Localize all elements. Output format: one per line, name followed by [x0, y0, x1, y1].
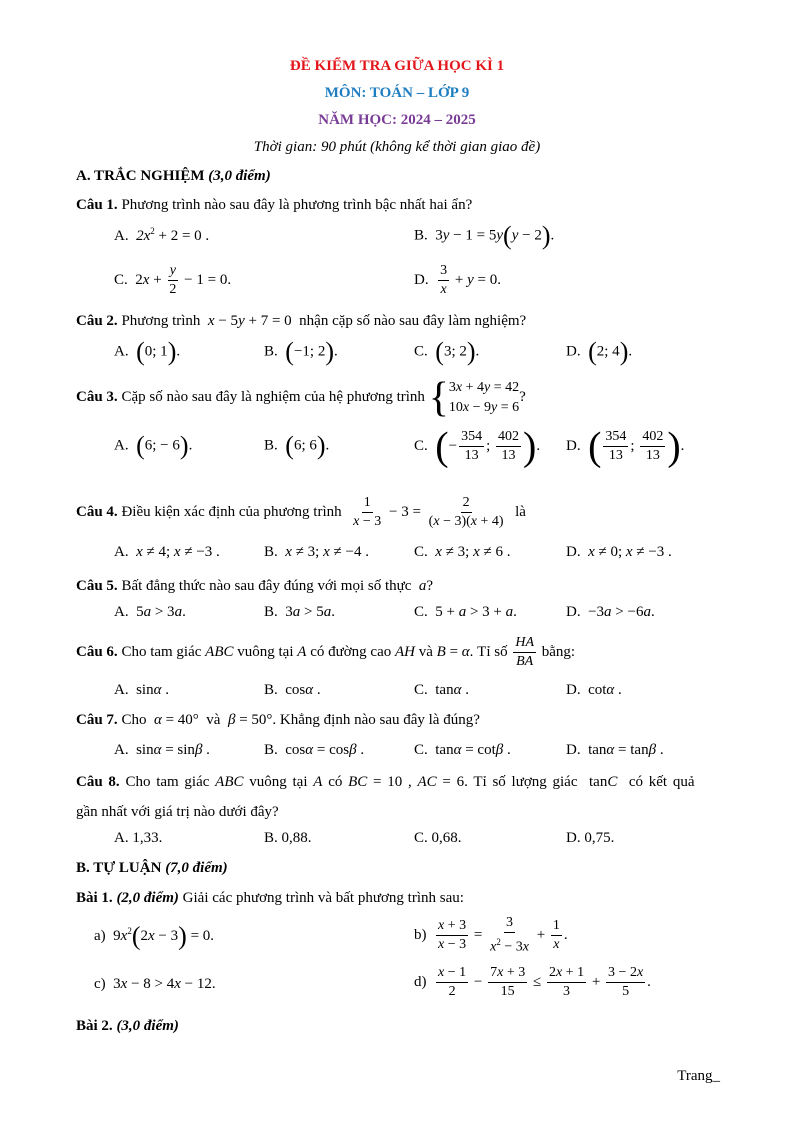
- q2-text-before: Phương trình: [121, 313, 201, 329]
- question-2: Câu 2. Phương trình x − 5y + 7 = 0 nhận cặp số nào sau đây làm nghiệm?: [76, 313, 527, 329]
- question-3: Câu 3. Cặp số nào sau đây là nghiệm của hệ phương trình { 3x + 4y = 42 10x − 9y = 6 ?: [76, 374, 526, 421]
- bai1-part-b: b) $\frac{x + 3}{x - 3}$ = $\frac{3}{x^2 - 3x}$ + $\frac{1}{x}$ .: [414, 915, 568, 955]
- q5-option-b: B. 3a > 5a.: [264, 604, 335, 620]
- question-7: Câu 7. Cho α = 40° và β = 50°. Khẳng định nào sau đây là đúng?: [76, 712, 480, 728]
- bai-1: [76, 888, 464, 908]
- section-b-title: B. TỰ LUẬN: [76, 860, 162, 876]
- section-b-heading: [76, 858, 228, 878]
- q6-label: Câu 6.: [76, 644, 118, 660]
- exam-subject: MÔN: TOÁN – LỚP 9: [324, 85, 470, 101]
- q1-option-a: A. $2x^2 + 2 = 0$ .: [114, 226, 210, 244]
- bai2-label: Bài 2.: [76, 1018, 113, 1034]
- bai1-points: (2,0 điểm): [116, 890, 179, 906]
- bai-2: [76, 1016, 179, 1036]
- q8-option-c: C. 0,68.: [414, 830, 462, 846]
- q4-option-d: D. x ≠ 0; x ≠ −3 .: [566, 544, 672, 560]
- q8-text-1: Cho tam giác: [125, 774, 210, 790]
- q4-text-after: là: [515, 504, 526, 520]
- q8-line-2: gần nhất với giá trị nào dưới đây?: [76, 804, 279, 820]
- q8-label: Câu 8.: [76, 774, 120, 790]
- exam-time: Thời gian: 90 phút (không kể thời gian giao đề): [253, 139, 541, 155]
- q2-option-a: A. (0; 1).: [114, 337, 181, 366]
- exam-year: NĂM HỌC: 2024 – 2025: [318, 112, 476, 128]
- q1-option-c: C. 2x + $\frac{y}{2}$ − 1 = 0.: [114, 263, 232, 297]
- bai1-label: Bài 1.: [76, 890, 113, 906]
- q4-text: Điều kiện xác định của phương trình: [121, 504, 342, 520]
- q6-option-b: B. cosα .: [264, 682, 321, 698]
- q3-label: Câu 3.: [76, 389, 118, 405]
- q1-option-b: B. 3y − 1 = 5y(y − 2).: [414, 221, 555, 250]
- q4-option-b: B. x ≠ 3; x ≠ −4 .: [264, 544, 369, 560]
- page-footer: Trang_: [677, 1068, 720, 1084]
- q2-option-d: D. (2; 4).: [566, 337, 633, 366]
- q2-option-b: B. (−1; 2).: [264, 337, 338, 366]
- q4-option-a: A. x ≠ 4; x ≠ −3 .: [114, 544, 220, 560]
- bai1-part-c: c) 3x − 8 > 4x − 12.: [94, 976, 216, 992]
- q7-option-b: B. cosα = cosβ .: [264, 742, 365, 758]
- q1-label: Câu 1.: [76, 197, 118, 213]
- q4-label: Câu 4.: [76, 504, 118, 520]
- question-4: Câu 4. Điều kiện xác định của phương trình $\frac{1}{x - 3}$ − 3 = $\frac{2}{(x - 3)(x + 4)}$ là: [76, 495, 526, 530]
- q3-option-a: A. (6; − 6).: [114, 431, 193, 460]
- bai1-part-a: a) $9x^2(2x - 3) = 0$.: [94, 921, 215, 951]
- q7-option-d: D. tanα = tanβ .: [566, 742, 664, 758]
- q7-text-3: . Khẳng định nào sau đây là đúng?: [272, 712, 480, 728]
- section-b-points: (7,0 điểm): [165, 860, 228, 876]
- q3-option-d: D. ( $\frac{354}{13}$ ; $\frac{402}{13}$ ).: [566, 423, 685, 469]
- q7-option-a: A. sinα = sinβ .: [114, 742, 210, 758]
- q5-text: Bất đẳng thức nào sau đây đúng với mọi số thực: [121, 578, 412, 594]
- q3-option-b: B. (6; 6).: [264, 431, 330, 460]
- bai1-text: Giải các phương trình và bất phương trình sau:: [182, 890, 464, 906]
- q6-text-1: Cho tam giác: [121, 644, 202, 660]
- q6-text-5: . Tỉ số: [469, 644, 508, 660]
- q3-option-c: C. (− $\frac{354}{13}$ ; $\frac{402}{13}$ ).: [414, 423, 541, 469]
- q5-option-a: A. 5a > 3a.: [114, 604, 186, 620]
- question-8: Câu 8. Cho tam giác ABC vuông tại A có BC = 10 , AC = 6. Tỉ số lượng giác tanC có kết quả: [76, 774, 695, 790]
- q1-option-d: D. $\frac{3}{x}$ + y = 0.: [414, 263, 501, 297]
- section-a-heading: [76, 166, 271, 186]
- q7-option-c: C. tanα = cotβ .: [414, 742, 511, 758]
- q8-option-b: B. 0,88.: [264, 830, 312, 846]
- question-1: [76, 195, 472, 215]
- q5-option-d: D. −3a > −6a.: [566, 604, 655, 620]
- q7-label: Câu 7.: [76, 712, 118, 728]
- bai2-points: (3,0 điểm): [116, 1018, 179, 1034]
- q2-option-c: C. (3; 2).: [414, 337, 480, 366]
- section-a-points: (3,0 điểm): [208, 168, 271, 184]
- q8-option-d: D. 0,75.: [566, 830, 615, 846]
- q8-text-3: có: [328, 774, 343, 790]
- section-a-title: A. TRẮC NGHIỆM: [76, 168, 205, 184]
- bai1-part-d: d) $\frac{x - 1}{2}$ − $\frac{7x + 3}{15}$ ≤ $\frac{2x + 1}{3}$ + $\frac{3 - 2x}{5}$ .: [414, 965, 651, 999]
- q6-option-c: C. tanα .: [414, 682, 469, 698]
- question-6: Câu 6. Cho tam giác ABC vuông tại A có đường cao AH và B = α. Tỉ số $\frac{HA}{BA}$ bằng:: [76, 635, 576, 670]
- q4-option-c: C. x ≠ 3; x ≠ 6 .: [414, 544, 511, 560]
- q6-text-3: có đường cao: [310, 644, 392, 660]
- q6-text-4: và: [418, 644, 433, 660]
- q6-option-a: A. sinα .: [114, 682, 169, 698]
- exam-title: ĐỀ KIỂM TRA GIỮA HỌC KÌ 1: [289, 58, 505, 74]
- question-5: Câu 5. Bất đẳng thức nào sau đây đúng với mọi số thực a?: [76, 578, 434, 594]
- q7-text-1: Cho: [121, 712, 147, 728]
- q8-option-a: A. 1,33.: [114, 830, 163, 846]
- q3-system: { 3x + 4y = 42 10x − 9y = 6: [428, 374, 520, 421]
- q5-option-c: C. 5 + a > 3 + a.: [414, 604, 517, 620]
- q6-text-6: bằng:: [541, 644, 576, 660]
- q7-text-2: và: [206, 712, 221, 728]
- q6-option-d: D. cotα .: [566, 682, 622, 698]
- q2-label: Câu 2.: [76, 313, 118, 329]
- q6-text-2: vuông tại: [237, 644, 294, 660]
- q1-text: Phương trình nào sau đây là phương trình bậc nhất hai ẩn?: [121, 197, 473, 213]
- q8-text-5: có kết quả: [628, 774, 695, 790]
- q8-text-4: . Tỉ số lượng giác: [464, 774, 578, 790]
- q2-text-after: nhận cặp số nào sau đây làm nghiệm?: [299, 313, 527, 329]
- q8-text-2: vuông tại: [249, 774, 308, 790]
- q3-text: Cặp số nào sau đây là nghiệm của hệ phương trình: [121, 389, 425, 405]
- q5-label: Câu 5.: [76, 578, 118, 594]
